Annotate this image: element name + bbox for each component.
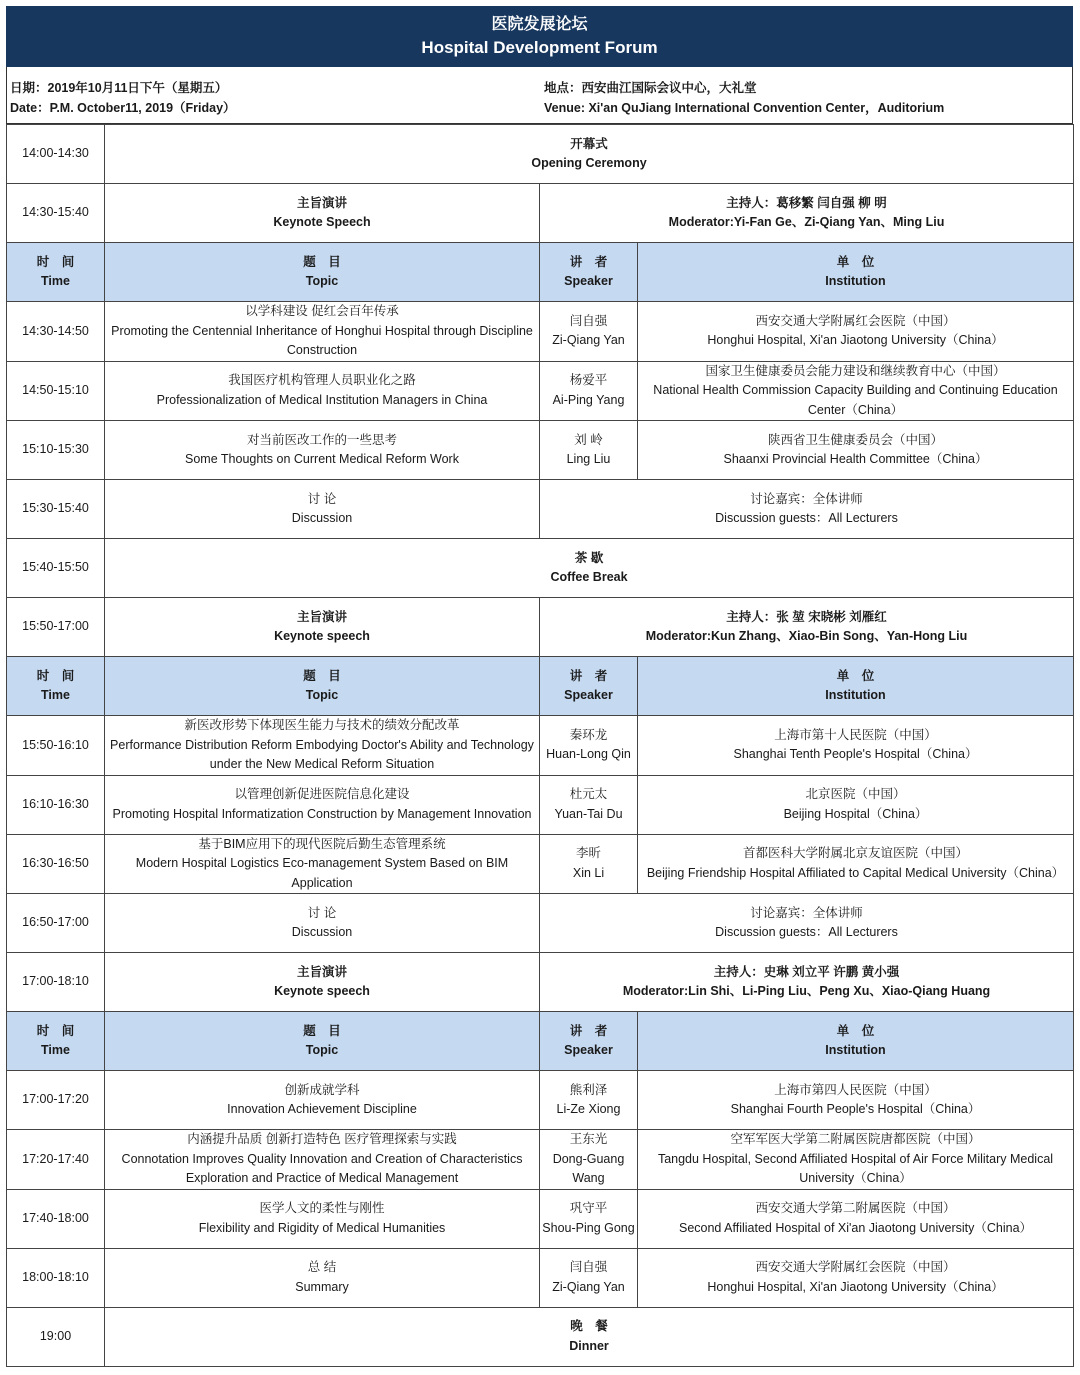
- header-time-cn: 时 间: [36, 254, 75, 269]
- institution-en: National Health Commission Capacity Building and Continuing Education Center（China）: [653, 383, 1058, 417]
- topic-cn: 对当前医改工作的一些思考: [246, 432, 397, 447]
- talk-topic: [105, 421, 540, 480]
- date-cn: 日期：2019年10月11日下午（星期五）: [10, 81, 228, 95]
- header-speaker-en: Speaker: [564, 1043, 613, 1057]
- column-header-row: [7, 657, 1074, 716]
- forum-title-bar: [6, 6, 1073, 67]
- talk-speaker: [540, 716, 638, 776]
- talk-row: [7, 1248, 1074, 1307]
- talk-topic: [105, 1189, 540, 1248]
- speaker-cn: 闫自强: [569, 313, 608, 328]
- institution-en: Beijing Friendship Hospital Affiliated to Capital Medical University（China）: [646, 865, 1065, 880]
- talk-row: [7, 834, 1074, 894]
- talk-institution: [638, 1248, 1074, 1307]
- moderators-cn: 主持人：葛移繁 闫自强 柳 明: [726, 195, 887, 210]
- talk-topic: [105, 1248, 540, 1307]
- time-cell: 14:50-15:10: [7, 361, 105, 421]
- time-cell: 16:10-16:30: [7, 775, 105, 834]
- dinner-en: Dinner: [569, 1338, 609, 1353]
- talk-topic: [105, 834, 540, 894]
- speaker-en: Ai-Ping Yang: [552, 392, 625, 407]
- column-header-row: [7, 1012, 1074, 1071]
- header-topic: [105, 243, 540, 302]
- date-en: Date：P.M. October11, 2019（Friday）: [10, 101, 236, 115]
- speaker-en: Huan-Long Qin: [546, 747, 631, 762]
- header-inst-cn: 单 位: [836, 668, 875, 683]
- speaker-cn: 刘 岭: [574, 432, 603, 447]
- date-block: [7, 67, 544, 123]
- topic-en: Flexibility and Rigidity of Medical Humanities: [198, 1220, 446, 1235]
- header-time-cn: 时 间: [36, 668, 75, 683]
- institution-cn: 上海市第十人民医院（中国）: [774, 727, 937, 742]
- moderators-cn: 主持人：张 堃 宋晓彬 刘雁红: [726, 609, 887, 624]
- time-cell: 19:00: [7, 1307, 105, 1366]
- talk-institution: [638, 1130, 1074, 1190]
- talk-speaker: [540, 421, 638, 480]
- header-speaker: [540, 1012, 638, 1071]
- topic-en: Modern Hospital Logistics Eco-management System Based on BIM Application: [135, 856, 509, 890]
- time-cell: 15:50-16:10: [7, 716, 105, 776]
- coffee-break: [105, 539, 1074, 598]
- talk-speaker: [540, 775, 638, 834]
- talk-topic: [105, 775, 540, 834]
- header-time: [7, 243, 105, 302]
- talk-topic: [105, 1130, 540, 1190]
- talk-row: [7, 716, 1074, 776]
- speaker-cn: 李昕: [575, 846, 601, 861]
- column-header-row: [7, 243, 1074, 302]
- speaker-cn: 杨爱平: [569, 373, 608, 388]
- discussion-title: [105, 894, 540, 953]
- institution-en: Shanghai Tenth People's Hospital（China）: [733, 747, 978, 762]
- talk-institution: [638, 716, 1074, 776]
- header-inst-en: Institution: [825, 688, 886, 702]
- opening-cn: 开幕式: [570, 136, 608, 151]
- keynote-cn: 主旨演讲: [296, 964, 347, 979]
- topic-cn: 我国医疗机构管理人员职业化之路: [228, 373, 416, 388]
- header-speaker-en: Speaker: [564, 274, 613, 288]
- moderators: [540, 598, 1074, 657]
- guests-cn: 讨论嘉宾：全体讲师: [750, 491, 863, 506]
- institution-cn: 陕西省卫生健康委员会（中国）: [768, 432, 944, 447]
- keynote-title: [105, 598, 540, 657]
- talk-institution: [638, 775, 1074, 834]
- topic-cn: 基于BIM应用下的现代医院后勤生态管理系统: [198, 836, 446, 851]
- guests-en: Discussion guests：All Lecturers: [715, 925, 898, 939]
- keynote-row: [7, 598, 1074, 657]
- time-cell: 14:30-15:40: [7, 184, 105, 243]
- header-speaker-cn: 讲 者: [569, 668, 608, 683]
- topic-cn: 新医改形势下体现医生能力与技术的绩效分配改革: [184, 718, 460, 732]
- keynote-cn: 主旨演讲: [296, 609, 347, 624]
- venue-cn: 地点：西安曲江国际会议中心，大礼堂: [544, 81, 757, 95]
- institution-en: Beijing Hospital（China）: [783, 806, 928, 821]
- keynote-row: [7, 953, 1074, 1012]
- header-topic-en: Topic: [305, 1043, 339, 1057]
- speaker-cn: 秦环龙: [569, 727, 608, 742]
- discussion-en: Discussion: [291, 925, 353, 939]
- header-topic-en: Topic: [305, 274, 339, 288]
- speaker-en: Xin Li: [572, 865, 605, 880]
- talk-row: [7, 361, 1074, 421]
- talk-institution: [638, 361, 1074, 421]
- header-topic-cn: 题 目: [303, 254, 341, 269]
- talk-row: [7, 1130, 1074, 1190]
- header-time: [7, 657, 105, 716]
- keynote-title: [105, 184, 540, 243]
- schedule-table: [6, 124, 1074, 1367]
- header-institution: [638, 1012, 1074, 1071]
- talk-institution: [638, 834, 1074, 894]
- time-cell: 15:40-15:50: [7, 539, 105, 598]
- discussion-row: [7, 480, 1074, 539]
- moderators: [540, 184, 1074, 243]
- header-inst-cn: 单 位: [836, 1023, 875, 1038]
- topic-en: Promoting the Centennial Inheritance of Honghui Hospital through Discipline Construction: [111, 323, 533, 357]
- header-time: [7, 1012, 105, 1071]
- time-cell: 16:30-16:50: [7, 834, 105, 894]
- dinner-row: [7, 1307, 1074, 1366]
- speaker-en: Yuan-Tai Du: [554, 806, 623, 821]
- speaker-cn: 巩守平: [569, 1201, 608, 1215]
- header-topic-cn: 题 目: [303, 668, 341, 683]
- talk-speaker: [540, 1189, 638, 1248]
- institution-en: Shanghai Fourth People's Hospital（China）: [730, 1102, 981, 1116]
- topic-en: Summary: [295, 1279, 349, 1294]
- topic-en: Promoting Hospital Informatization Construction by Management Innovation: [112, 806, 532, 821]
- opening-row: [7, 125, 1074, 184]
- talk-row: [7, 775, 1074, 834]
- talk-institution: [638, 1071, 1074, 1130]
- topic-cn: 以管理创新促进医院信息化建设: [234, 787, 410, 801]
- discussion-guests: [540, 894, 1074, 953]
- speaker-en: Shou-Ping Gong: [542, 1220, 635, 1235]
- venue-block: [544, 67, 1072, 123]
- time-cell: 16:50-17:00: [7, 894, 105, 953]
- topic-cn: 以学科建设 促红会百年传承: [245, 304, 399, 318]
- talk-speaker: [540, 302, 638, 362]
- institution-en: Second Affiliated Hospital of Xi'an Jiaotong University（China）: [678, 1220, 1033, 1235]
- talk-row: [7, 302, 1074, 362]
- moderators-en: Moderator:Lin Shi、Li-Ping Liu、Peng Xu、Xiao-Qiang Huang: [622, 984, 991, 998]
- header-speaker: [540, 657, 638, 716]
- institution-en: Shaanxi Provincial Health Committee（China）: [723, 452, 988, 466]
- topic-en: Some Thoughts on Current Medical Reform Work: [185, 452, 459, 466]
- institution-cn: 西安交通大学附属红会医院（中国）: [755, 1260, 956, 1274]
- time-cell: 17:00-18:10: [7, 953, 105, 1012]
- institution-cn: 西安交通大学附属红会医院（中国）: [755, 313, 956, 328]
- keynote-cn: 主旨演讲: [296, 195, 347, 210]
- opening-ceremony: [105, 125, 1074, 184]
- coffee-break-cn: 茶 歇: [574, 550, 604, 565]
- guests-cn: 讨论嘉宾：全体讲师: [750, 905, 863, 920]
- speaker-en: Li-Ze Xiong: [556, 1102, 621, 1116]
- dinner-cn: 晚 餐: [570, 1319, 608, 1333]
- moderators-en: Moderator:Kun Zhang、Xiao-Bin Song、Yan-Hong Liu: [645, 629, 968, 643]
- coffee-break-en: Coffee Break: [550, 570, 628, 584]
- keynote-en: Keynote speech: [274, 984, 370, 998]
- time-cell: 14:00-14:30: [7, 125, 105, 184]
- moderators-cn: 主持人：史琳 刘立平 许鹏 黄小强: [713, 964, 900, 979]
- talk-topic: [105, 302, 540, 362]
- speaker-cn: 杜元太: [569, 787, 608, 801]
- talk-speaker: [540, 1130, 638, 1190]
- keynote-title: [105, 953, 540, 1012]
- talk-topic: [105, 716, 540, 776]
- speaker-cn: 王东光: [569, 1132, 608, 1146]
- discussion-cn: 讨 论: [307, 905, 337, 920]
- dinner: [105, 1307, 1074, 1366]
- speaker-en: Zi-Qiang Yan: [552, 1279, 625, 1294]
- forum-title-en: Hospital Development Forum: [421, 38, 658, 57]
- topic-en: Connotation Improves Quality Innovation and Creation of Characteristics Exploration and Practice of Medical Management: [121, 1151, 523, 1185]
- forum-title-cn: 医院发展论坛: [491, 16, 588, 33]
- coffee-break-row: [7, 539, 1074, 598]
- institution-en: Tangdu Hospital, Second Affiliated Hospital of Air Force Military Medical University（China）: [657, 1151, 1054, 1185]
- institution-cn: 国家卫生健康委员会能力建设和继续教育中心（中国）: [705, 363, 1006, 378]
- forum-schedule: [6, 6, 1073, 1367]
- moderators-en: Moderator:Yi-Fan Ge、Zi-Qiang Yan、Ming Liu: [668, 215, 945, 229]
- date-venue-bar: [6, 67, 1073, 124]
- institution-en: Honghui Hospital, Xi'an Jiaotong University（China）: [707, 1279, 1004, 1294]
- header-topic-cn: 题 目: [303, 1023, 341, 1038]
- topic-cn: 创新成就学科: [284, 1082, 360, 1097]
- talk-row: [7, 1071, 1074, 1130]
- keynote-row: [7, 184, 1074, 243]
- time-cell: 17:00-17:20: [7, 1071, 105, 1130]
- header-topic: [105, 1012, 540, 1071]
- talk-row: [7, 1189, 1074, 1248]
- discussion-en: Discussion: [291, 511, 353, 525]
- topic-cn: 医学人文的柔性与刚性: [259, 1201, 385, 1215]
- header-institution: [638, 243, 1074, 302]
- discussion-row: [7, 894, 1074, 953]
- time-cell: 18:00-18:10: [7, 1248, 105, 1307]
- header-time-en: Time: [41, 688, 70, 702]
- venue-en: Venue: Xi'an QuJiang International Convention Center，Auditorium: [544, 101, 945, 115]
- opening-en: Opening Ceremony: [531, 156, 647, 170]
- talk-speaker: [540, 1071, 638, 1130]
- header-time-en: Time: [41, 274, 70, 288]
- talk-topic: [105, 1071, 540, 1130]
- header-time-en: Time: [41, 1043, 70, 1057]
- discussion-guests: [540, 480, 1074, 539]
- institution-cn: 空军军医大学第二附属医院唐都医院（中国）: [730, 1132, 981, 1146]
- time-cell: 17:20-17:40: [7, 1130, 105, 1190]
- header-speaker: [540, 243, 638, 302]
- topic-en: Performance Distribution Reform Embodying Doctor's Ability and Technology under the New Medical Reform Situation: [110, 737, 534, 771]
- header-institution: [638, 657, 1074, 716]
- header-time-cn: 时 间: [36, 1023, 75, 1038]
- institution-en: Honghui Hospital, Xi'an Jiaotong University（China）: [707, 333, 1004, 348]
- guests-en: Discussion guests：All Lecturers: [715, 511, 898, 525]
- keynote-en: Keynote speech: [274, 629, 370, 643]
- time-cell: 15:50-17:00: [7, 598, 105, 657]
- speaker-en: Ling Liu: [566, 452, 611, 466]
- talk-row: [7, 421, 1074, 480]
- time-cell: 17:40-18:00: [7, 1189, 105, 1248]
- institution-cn: 北京医院（中国）: [805, 787, 906, 801]
- time-cell: 15:30-15:40: [7, 480, 105, 539]
- header-speaker-cn: 讲 者: [569, 1023, 608, 1038]
- time-cell: 14:30-14:50: [7, 302, 105, 362]
- institution-cn: 首都医科大学附属北京友谊医院（中国）: [743, 846, 969, 861]
- header-topic: [105, 657, 540, 716]
- moderators: [540, 953, 1074, 1012]
- talk-speaker: [540, 1248, 638, 1307]
- topic-cn: 内涵提升品质 创新打造特色 医疗管理探索与实践: [187, 1132, 457, 1146]
- institution-cn: 西安交通大学第二附属医院（中国）: [755, 1201, 956, 1215]
- speaker-cn: 闫自强: [569, 1260, 608, 1274]
- header-inst-cn: 单 位: [836, 254, 875, 269]
- header-speaker-en: Speaker: [564, 688, 613, 702]
- topic-en: Professionalization of Medical Institution Managers in China: [156, 392, 488, 407]
- talk-institution: [638, 302, 1074, 362]
- speaker-en: Zi-Qiang Yan: [552, 333, 625, 348]
- discussion-cn: 讨 论: [307, 491, 337, 506]
- talk-institution: [638, 421, 1074, 480]
- header-inst-en: Institution: [825, 274, 886, 288]
- header-inst-en: Institution: [825, 1043, 886, 1057]
- talk-speaker: [540, 834, 638, 894]
- talk-institution: [638, 1189, 1074, 1248]
- talk-topic: [105, 361, 540, 421]
- speaker-en: Dong-Guang Wang: [552, 1151, 625, 1185]
- header-speaker-cn: 讲 者: [569, 254, 608, 269]
- speaker-cn: 熊利泽: [569, 1082, 608, 1097]
- time-cell: 15:10-15:30: [7, 421, 105, 480]
- keynote-en: Keynote Speech: [273, 215, 371, 229]
- institution-cn: 上海市第四人民医院（中国）: [774, 1082, 937, 1097]
- header-topic-en: Topic: [305, 688, 339, 702]
- topic-cn: 总 结: [307, 1260, 337, 1274]
- topic-en: Innovation Achievement Discipline: [227, 1102, 417, 1116]
- discussion-title: [105, 480, 540, 539]
- talk-speaker: [540, 361, 638, 421]
